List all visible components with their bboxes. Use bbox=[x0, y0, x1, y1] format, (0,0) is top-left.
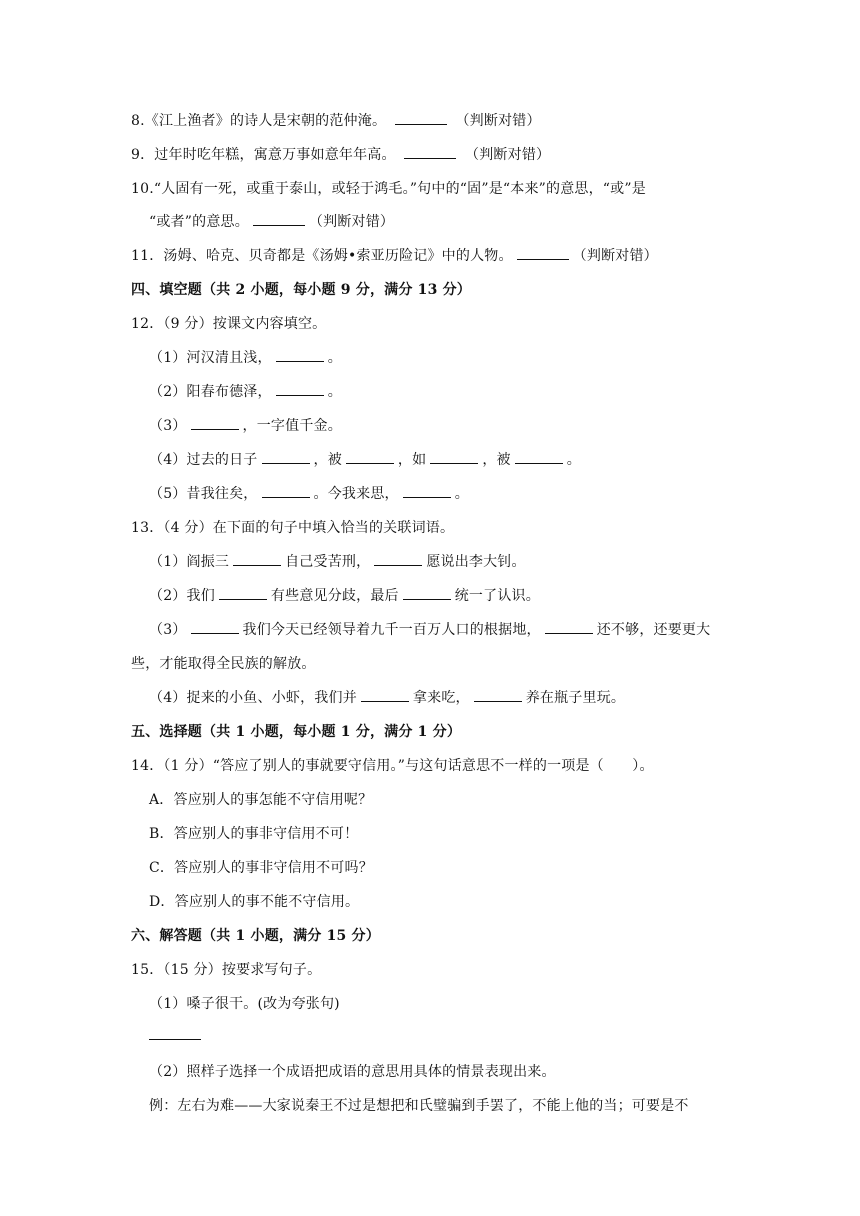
answer-blank[interactable] bbox=[515, 450, 563, 464]
answer-blank[interactable] bbox=[404, 145, 456, 159]
question-13-part: （2）我们 有些意见分歧，最后 统一了认识。 bbox=[149, 588, 540, 604]
question-11: 11．汤姆、哈克、贝奇都是《汤姆•索亚历险记》中的人物。 （判断对错） bbox=[131, 248, 658, 264]
section-title: 六、解答题（共 1 小题，满分 15 分） bbox=[131, 928, 380, 944]
answer-blank[interactable] bbox=[395, 111, 447, 125]
answer-blank[interactable] bbox=[262, 450, 310, 464]
option-d[interactable]: D．答应别人的事不能不守信用。 bbox=[149, 894, 360, 910]
question-13-part-continued: 些，才能取得全民族的解放。 bbox=[131, 656, 316, 672]
answer-blank[interactable] bbox=[191, 416, 239, 430]
question-12-part: （1）河汉清且浅， 。 bbox=[149, 350, 342, 366]
question-15-part: （2）照样子选择一个成语把成语的意思用具体的情景表现出来。 bbox=[149, 1064, 556, 1080]
answer-blank[interactable] bbox=[346, 450, 394, 464]
answer-blank[interactable] bbox=[361, 688, 409, 702]
question-13-part: （4）捉来的小鱼、小虾，我们并 拿来吃， 养在瓶子里玩。 bbox=[149, 690, 626, 706]
answer-blank[interactable] bbox=[403, 586, 451, 600]
question-13-stem: 13．（4 分）在下面的句子中填入恰当的关联词语。 bbox=[131, 520, 455, 536]
option-a[interactable]: A．答应别人的事怎能不守信用呢？ bbox=[149, 792, 373, 808]
answer-blank[interactable] bbox=[276, 348, 324, 362]
option-c[interactable]: C．答应别人的事非守信用不可吗？ bbox=[149, 860, 373, 876]
question-14-stem: 14．（1 分）“答应了别人的事就要守信用。”与这句话意思不一样的一项是（ ）。 bbox=[131, 758, 654, 774]
section-title: 四、填空题（共 2 小题，每小题 9 分，满分 13 分） bbox=[131, 282, 472, 298]
question-15-stem: 15．（15 分）按要求写句子。 bbox=[131, 962, 322, 978]
answer-blank[interactable] bbox=[253, 212, 305, 226]
question-12-part: （2）阳春布德泽， 。 bbox=[149, 384, 342, 400]
answer-blank[interactable] bbox=[191, 620, 239, 634]
question-12-stem: 12．（9 分）按课文内容填空。 bbox=[131, 316, 327, 332]
question-15-part: （1）嗓子很干。(改为夸张句) bbox=[149, 996, 340, 1012]
section-title: 五、选择题（共 1 小题，每小题 1 分，满分 1 分） bbox=[131, 724, 462, 740]
answer-blank[interactable] bbox=[262, 484, 310, 498]
answer-blank[interactable] bbox=[474, 688, 522, 702]
answer-blank[interactable] bbox=[276, 382, 324, 396]
answer-blank[interactable] bbox=[430, 450, 478, 464]
question-8: 8.《江上渔者》的诗人是宋朝的范仲淹。 （判断对错） bbox=[131, 113, 541, 129]
answer-blank[interactable] bbox=[219, 586, 267, 600]
question-12-part: （5）昔我往矣， 。今我来思， 。 bbox=[149, 486, 469, 502]
answer-blank[interactable] bbox=[517, 246, 569, 260]
question-10-line2: “或者”的意思。 （判断对错） bbox=[149, 214, 395, 230]
question-13-part: （3） 我们今天已经领导着九千一百万人口的根据地， 还不够，还要更大 bbox=[149, 622, 711, 638]
answer-blank[interactable] bbox=[233, 552, 281, 566]
question-13-part: （1）阎振三 自己受苦刑， 愿说出李大钊。 bbox=[149, 554, 526, 570]
answer-blank[interactable] bbox=[149, 1039, 201, 1040]
question-12-part: （3） ，一字值千金。 bbox=[149, 418, 342, 434]
question-10-line1: 10.“人固有一死，或重于泰山，或轻于鸿毛。”句中的“固”是“本来”的意思，“或”是 bbox=[131, 181, 646, 197]
answer-blank[interactable] bbox=[374, 552, 422, 566]
question-12-part: （4）过去的日子 ，被 ，如 ，被 。 bbox=[149, 452, 581, 468]
answer-blank[interactable] bbox=[403, 484, 451, 498]
option-b[interactable]: B．答应别人的事非守信用不可！ bbox=[149, 826, 359, 842]
answer-blank[interactable] bbox=[545, 620, 593, 634]
question-9: 9．过年时吃年糕，寓意万事如意年年高。 （判断对错） bbox=[131, 147, 551, 163]
question-15-example: 例：左右为难——大家说秦王不过是想把和氏璧骗到手罢了，不能上他的当；可要是不 bbox=[149, 1098, 689, 1114]
